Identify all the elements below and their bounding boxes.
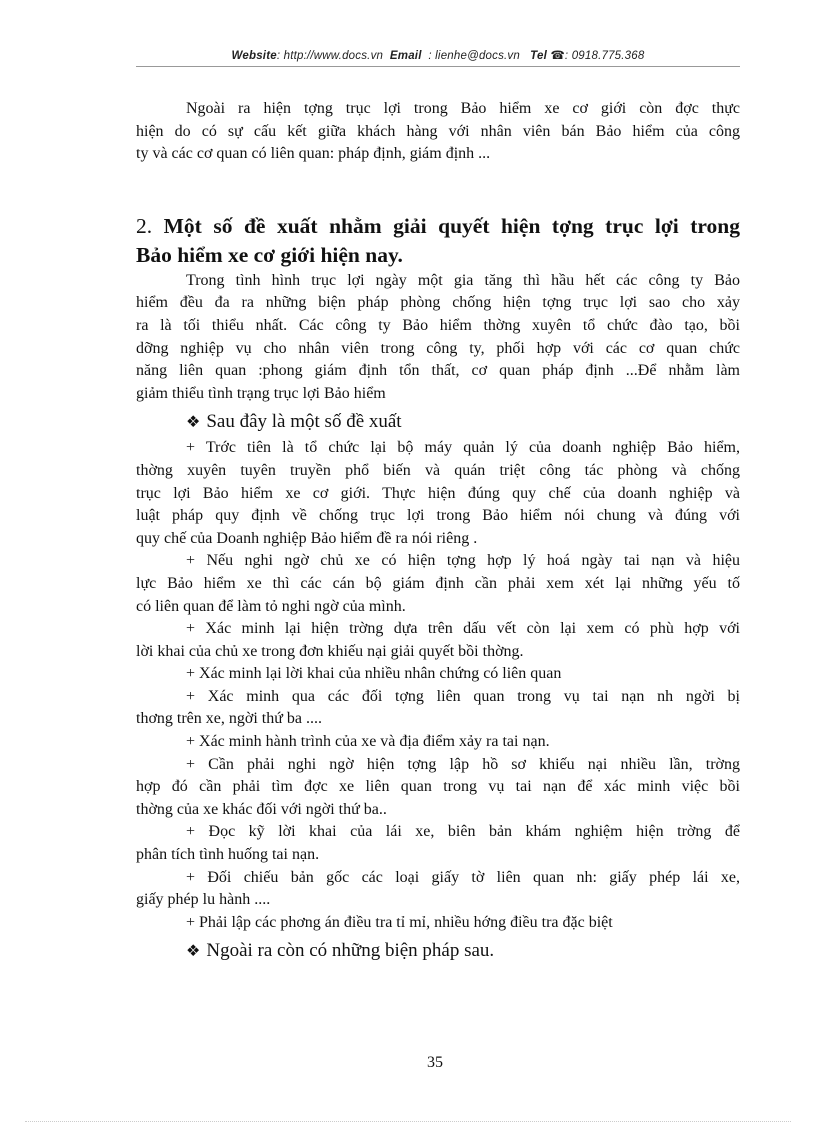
text-line: + Cần phải nghi ngờ hiện tợng lập hồ sơ khiếu nại nhiều lần, trờng [186,755,740,773]
page-number: 35 [427,1054,443,1071]
website-label: Website [231,50,277,62]
proposal-item [136,437,740,550]
proposal-list [136,437,740,934]
text-line: lực Bảo hiểm xe thì các cán bộ giám định cần phải xem xét lại những yếu tố [136,574,740,592]
text-line: + Xác minh lại hiện trờng dựa trên dấu vết còn lại xem có phù hợp với [186,620,740,638]
text-line: năng liên quan :phong giám định tổn thất, cơ quan pháp định ...Để nhằm làm [136,362,740,380]
proposal-item [136,618,740,663]
bullet-heading [186,409,740,435]
proposal-item [136,731,740,754]
bottom-divider [25,1121,791,1122]
website-value: : http://www.docs.vn [276,50,384,62]
text-line: giảm thiểu tình trạng trục lợi Bảo hiểm [136,384,386,402]
text-line: + Xác minh hành trình của xe và địa điểm xảy ra tai nạn. [186,733,550,751]
header-divider [136,66,740,67]
text-line: + Nếu nghi ngờ chủ xe có hiện tợng hợp lý hoá ngày tai nạn và hiệu [186,552,740,570]
text-line: phân tích tình huống tai nạn. [136,846,320,864]
email-value: : lienhe@docs.vn [428,50,520,62]
text-line: + Trớc tiên là tổ chức lại bộ máy quản lý của doanh nghiệp Bảo hiểm, [186,439,740,457]
email-label: Email [389,50,422,62]
diamond-bullet-icon: ❖ [186,941,201,961]
text-line: luật pháp quy định về chống trục lợi trong Bảo hiểm nói chung và đúng với [136,507,740,525]
page-body [136,98,740,966]
text-line: + Phải lập các phơng án điều tra tỉ mỉ, nhiều hớng điều tra đặc biệt [186,913,613,931]
text-line: + Đọc kỹ lời khai của lái xe, biên bản khám nghiệm hiện trờng để [186,823,740,841]
tel-value: : 0918.775.368 [564,50,645,62]
section-number: 2. [136,213,153,238]
text-line: ty và các cơ quan có liên quan: pháp định, giám định ... [136,145,491,163]
intro-paragraph [136,98,740,166]
bullet-heading [186,938,740,964]
text-line: lời khai của chủ xe trong đơn khiếu nại giải quyết bồi thờng. [136,642,524,660]
diamond-bullet-icon: ❖ [186,412,201,432]
section-heading [136,212,740,270]
bullet-text: Sau đây là một số đề xuất [206,411,402,433]
tel-label: Tel [530,50,547,62]
proposal-item [136,663,740,686]
text-line: + Xác minh qua các đối tợng liên quan trong vụ tai nạn nh ngời bị [186,687,740,705]
text-line: hợp đó cần phải tìm đợc xe liên quan trong vụ tai nạn để xác minh việc bồi [136,778,740,796]
bullet-text: Ngoài ra còn có những biện pháp sau. [206,940,495,962]
page-header [136,48,740,62]
text-line: + Xác minh lại lời khai của nhiều nhân chứng có liên quan [186,665,562,683]
text-line: ra là tối thiểu nhất. Các công ty Bảo hiểm thờng xuyên tổ chức đào tạo, bồi [136,316,740,334]
text-line: trục lợi Bảo hiểm xe cơ giới. Thực hiện đúng quy chế của doanh nghiệp và [136,484,740,502]
text-line: thờng của xe khác đối với ngời thứ ba.. [136,800,387,818]
proposal-item [136,821,740,866]
heading-line: Một số đề xuất nhằm giải quyết hiện tợng trục lợi trong [163,213,741,238]
text-line: Ngoài ra hiện tợng trục lợi trong Bảo hiểm xe cơ giới còn đợc thực [186,100,740,117]
paragraph [136,270,740,406]
proposal-item [136,912,740,935]
text-line: hiện do có sự cấu kết giữa khách hàng với nhân viên bán Bảo hiểm của công [136,122,740,140]
text-line: hiểm đều đa ra những biện pháp phòng chống hiện tợng trục lợi sao cho xảy [136,294,740,312]
text-line: quy chế của Doanh nghiệp Bảo hiểm đề ra nói riêng . [136,529,478,547]
text-line: thờng xuyên tuyên truyền phổ biến và quán triệt công tác phòng và chống [136,461,740,479]
proposal-item [136,754,740,822]
proposal-item [136,867,740,912]
text-line: Trong tình hình trục lợi ngày một gia tăng thì hầu hết các công ty Bảo [186,271,740,289]
text-line: thơng trên xe, ngời thứ ba .... [136,710,323,728]
proposal-item [136,550,740,618]
text-line: dỡng nghiệp vụ cho nhân viên trong công ty, phối hợp với các cơ quan chức [136,339,740,357]
text-line: giấy phép lu hành .... [136,891,271,909]
text-line: có liên quan để làm tỏ nghi ngờ của mình. [136,597,406,615]
proposal-item [136,686,740,731]
phone-icon: ☎ [550,50,565,62]
text-line: + Đối chiếu bản gốc các loại giấy tờ liên quan nh: giấy phép lái xe, [186,868,740,886]
heading-line: Bảo hiểm xe cơ giới hiện nay. [136,242,403,267]
